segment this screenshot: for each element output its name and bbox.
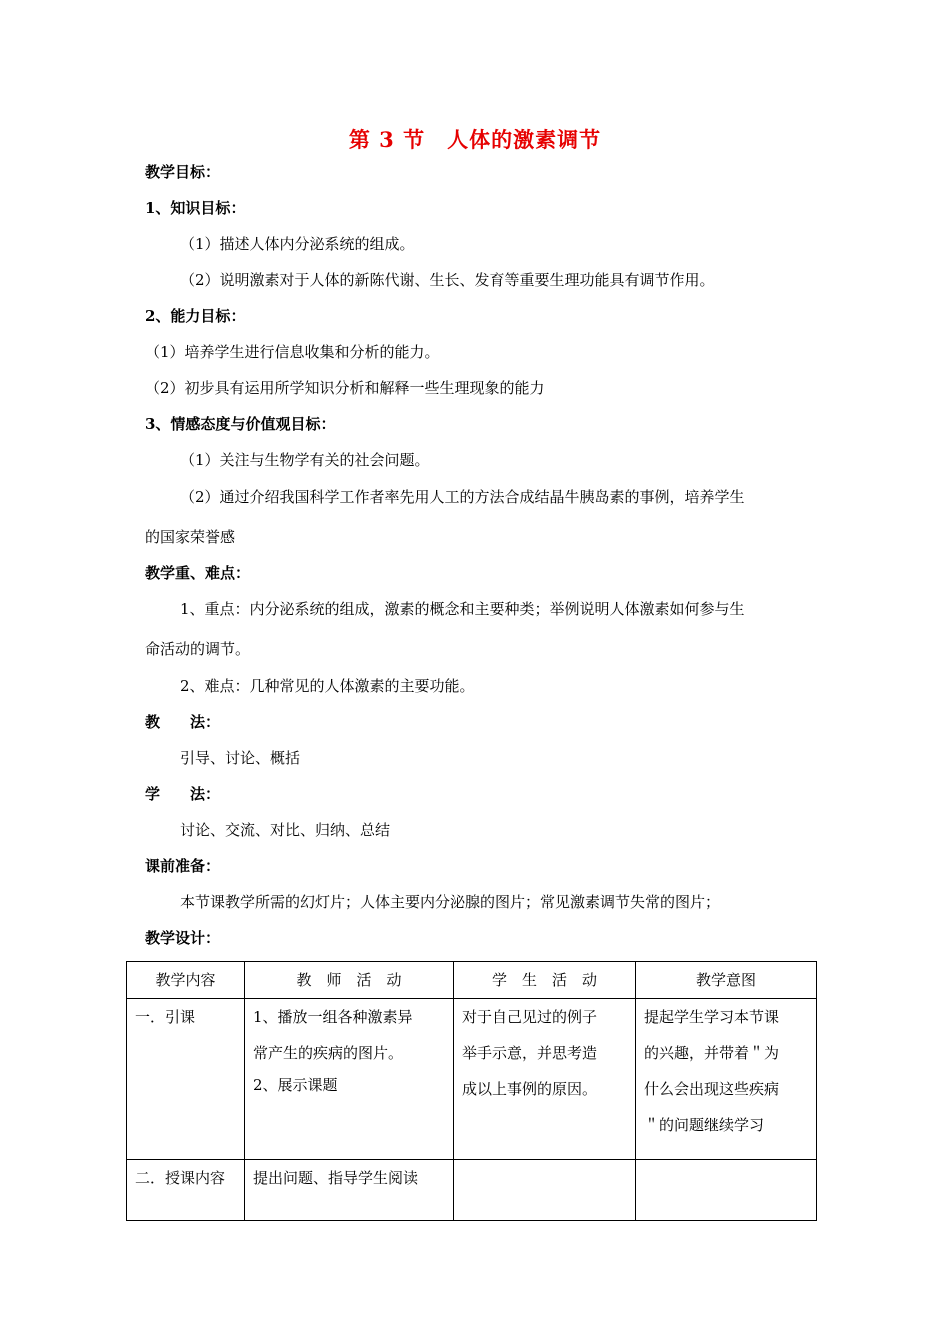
cell-line: 举手示意，并思考造: [462, 1044, 598, 1062]
preparation-text: 本节课教学所需的幻灯片；人体主要内分泌腺的图片；常见激素调节失常的图片；: [180, 893, 721, 911]
key-points-heading: 教学重、难点：: [145, 564, 251, 582]
teaching-method-text: 引导、讨论、概括: [180, 749, 301, 767]
table-cell: [636, 1160, 817, 1221]
table-cell: [245, 999, 454, 1160]
emotion-item: （2）通过介绍我国科学工作者率先用人工的方法合成结晶牛胰岛素的事例，培养学生: [180, 488, 745, 506]
emotion-heading: 3、情感态度与价值观目标：: [145, 415, 336, 433]
page-title: 第 3 节 人体的激素调节: [348, 127, 602, 152]
table-header-row: [127, 962, 817, 999]
table-row: [127, 999, 817, 1160]
knowledge-item: （2）说明激素对于人体的新陈代谢、生长、发育等重要生理功能具有调节作用。: [180, 271, 715, 289]
cell-line: 1、播放一组各种激素异: [253, 1008, 413, 1026]
key-point-item-continued: 命活动的调节。: [145, 640, 251, 658]
teaching-method-heading: 教 法：: [145, 713, 221, 731]
knowledge-item: （1）描述人体内分泌系统的组成。: [180, 235, 415, 253]
table-cell: [127, 1160, 245, 1221]
knowledge-heading: 1、知识目标：: [145, 199, 246, 217]
emotion-item: （1）关注与生物学有关的社会问题。: [180, 451, 430, 469]
cell-line: ＂的问题继续学习: [644, 1116, 765, 1134]
header-teaching-intent: 教学意图: [636, 962, 817, 999]
key-point-item: 1、重点：内分泌系统的组成，激素的概念和主要种类；举例说明人体激素如何参与生: [180, 600, 745, 618]
header-student-activity: 学 生 活 动: [454, 962, 636, 999]
cell-line: 的兴趣，并带着＂为: [644, 1044, 780, 1062]
lesson-design-table: [126, 961, 817, 1221]
cell-line: 常产生的疾病的图片。: [253, 1044, 404, 1062]
emotion-item-continued: 的国家荣誉感: [145, 528, 236, 546]
preparation-heading: 课前准备：: [145, 857, 221, 875]
table-row: [127, 1160, 817, 1221]
table-cell: [245, 1160, 454, 1221]
ability-heading: 2、能力目标：: [145, 307, 246, 325]
table-cell: [454, 999, 636, 1160]
cell-line: 提出问题、指导学生阅读: [253, 1169, 419, 1187]
cell-line: 什么会出现这些疾病: [644, 1080, 780, 1098]
objectives-heading: 教学目标：: [145, 163, 221, 181]
cell-line: 对于自己见过的例子: [462, 1008, 598, 1026]
header-teacher-activity: 教 师 活 动: [245, 962, 454, 999]
header-content: 教学内容: [127, 962, 245, 999]
table-cell: [454, 1160, 636, 1221]
table-cell: [636, 999, 817, 1160]
cell-line: 成以上事例的原因。: [462, 1080, 598, 1098]
learning-method-text: 讨论、交流、对比、归纳、总结: [180, 821, 391, 839]
ability-item: （2）初步具有运用所学知识分析和解释一些生理现象的能力: [145, 379, 545, 397]
cell-line: 二．授课内容: [135, 1169, 226, 1187]
cell-line: 2、展示课题: [253, 1076, 338, 1094]
design-heading: 教学设计：: [145, 929, 221, 947]
ability-item: （1）培养学生进行信息收集和分析的能力。: [145, 343, 440, 361]
learning-method-heading: 学 法：: [145, 785, 221, 803]
table-cell: [127, 999, 245, 1160]
key-point-item: 2、难点：几种常见的人体激素的主要功能。: [180, 677, 475, 695]
cell-line: 一．引课: [135, 1008, 196, 1026]
cell-line: 提起学生学习本节课: [644, 1008, 780, 1026]
